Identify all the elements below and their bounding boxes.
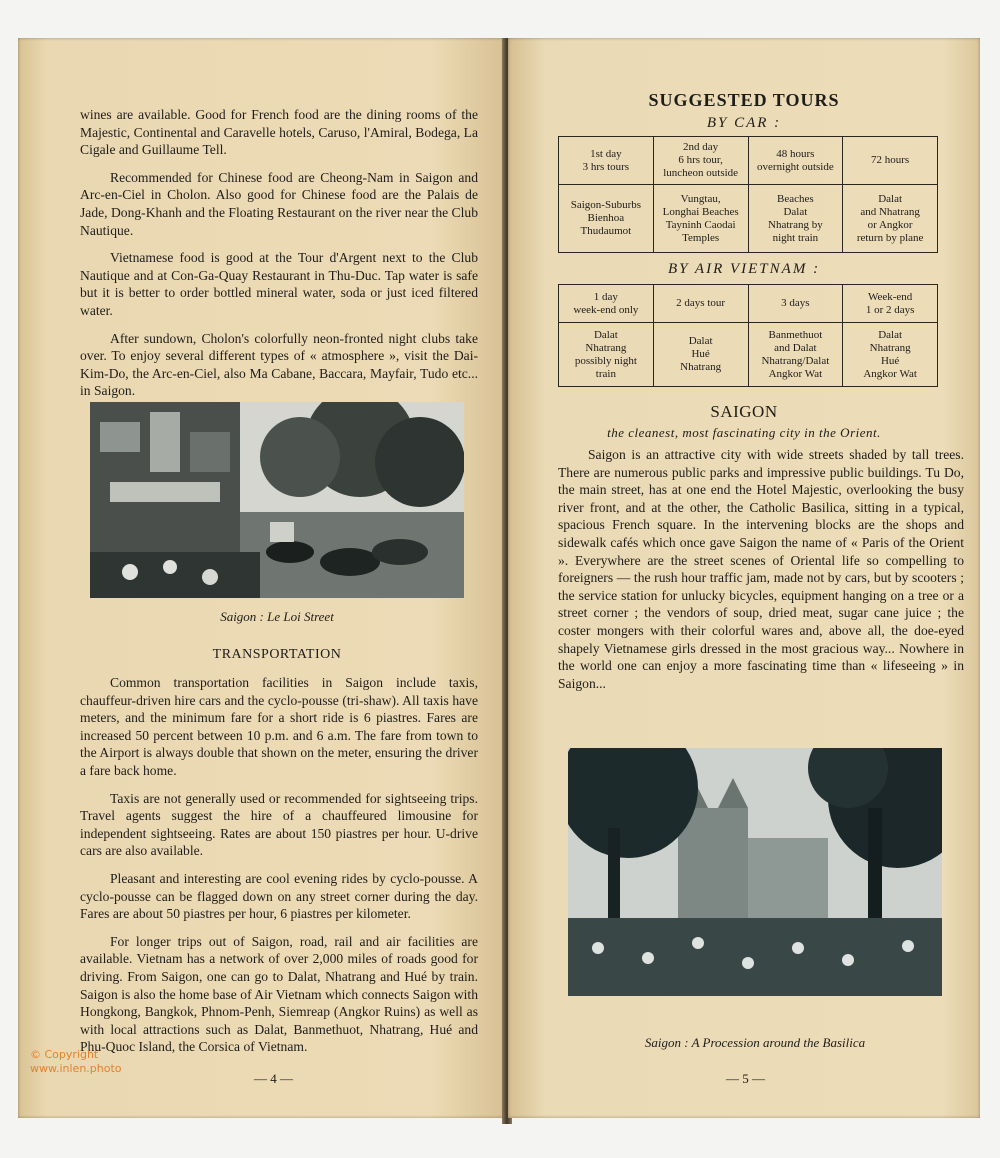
dining-text	[80, 106, 478, 410]
table-cell: Dalat Nhatrang Hué Angkor Wat	[843, 323, 938, 387]
photo-basilica-procession	[568, 748, 942, 996]
table-header-cell: 3 days	[748, 285, 843, 323]
by-car-heading: BY CAR :	[706, 115, 782, 131]
table-cell: Dalat and Nhatrang or Angkor return by plane	[843, 185, 938, 253]
table-header-cell: 1 day week-end only	[559, 285, 654, 323]
transportation-heading: TRANSPORTATION	[212, 647, 342, 662]
table-cell: Banmethuot and Dalat Nhatrang/Dalat Angkor Wat	[748, 323, 843, 387]
transportation-text	[80, 674, 478, 1066]
copyright-watermark	[30, 1048, 122, 1076]
saigon-text	[558, 446, 964, 702]
paragraph: Recommended for Chinese food are Cheong-Nam in Saigon and Arc-en-Ciel in Cholon. Also good for Chinese food are the Palais de Jade, Dong-Khanh and the Floating Restaurant on the river near the Club Nautique.	[80, 169, 478, 238]
photo-caption: Saigon : Le Loi Street	[220, 609, 334, 624]
paragraph: Taxis are not generally used or recommended for sightseeing trips. Travel agents suggest the hire of a chauffeured limousine for independent sightseeing. Rates are about 150 piastres per hour. U-drive cars are also available.	[80, 790, 478, 859]
watermark-url: www.inlen.photo	[30, 1062, 122, 1075]
paragraph: Pleasant and interesting are cool evening rides by cyclo-pousse. A cyclo-pousse can be flagged down on any street corner during the day. Fares are about 50 piastres per hour, 6 piastres per kilometer.	[80, 870, 478, 922]
table-header-cell: 1st day 3 hrs tours	[559, 137, 654, 185]
saigon-subtitle: the cleanest, most fascinating city in the Orient.	[607, 425, 881, 440]
table-cell: Vungtau, Longhai Beaches Tayninh Caodai Temples	[653, 185, 748, 253]
table-header-cell: 2 days tour	[653, 285, 748, 323]
page-number: — 5 —	[726, 1071, 765, 1086]
photo-caption: Saigon : A Procession around the Basilica	[644, 1035, 866, 1050]
table-header-cell: 48 hours overnight outside	[748, 137, 843, 185]
right-page	[508, 38, 980, 1118]
paragraph: After sundown, Cholon's colorfully neon-fronted night clubs take over. To enjoy several different types of « atmosphere », visit the Dai-Kim-Do, the Arc-en-Ciel, also Ma Cabane, Baccara, Mayfair, Tudo etc... in Saigon.	[80, 330, 478, 399]
air-tour-table	[558, 284, 938, 387]
car-tour-table	[558, 136, 938, 253]
table-header-cell: Week-end 1 or 2 days	[843, 285, 938, 323]
left-page	[18, 38, 504, 1118]
table-cell: Saigon-Suburbs Bienhoa Thudaumot	[559, 185, 654, 253]
table-cell: Dalat Nhatrang possibly night train	[559, 323, 654, 387]
table-cell: Dalat Hué Nhatrang	[653, 323, 748, 387]
paragraph: Saigon is an attractive city with wide streets shaded by tall trees. There are numerous public parks and impressive public buildings. Tu Do, the main street, has at one end the Hotel Majestic, overlooking the busy river front, and at the other, the Catholic Basilica, sitting in a typical, spacious French square. In the intervening blocks are the shops and sidewalk cafés which once gave Saigon the name of « Paris of the Orient ». Everywhere are the street scenes of Oriental life so compelling to foreigners — the rush hour traffic jam, made not by cars, but by scooters ; the service station for unlucky bicycles, equipment hanging on a tree or a street corner ; the vendors of soup, dried meat, sugar cane juice ; the coster mongers with their colorful wares and, above all, the doe-eyed shapely Vietnamese girls dressed in the most gracious way... Nowhere in the world one can enjoy a more fascinating time than « lifeseeing » in Saigon...	[558, 447, 964, 691]
paragraph: wines are available. Good for French food are the dining rooms of the Majestic, Continental and Caravelle hotels, Caruso, l'Amiral, Bodega, La Cigale and Guillaume Tell.	[80, 107, 478, 158]
watermark-line: © Copyright	[30, 1048, 99, 1061]
table-header-cell: 2nd day 6 hrs tour, luncheon outside	[653, 137, 748, 185]
paragraph: Common transportation facilities in Saigon include taxis, chauffeur-driven hire cars and the cyclo-pousse (tri-shaw). All taxis have meters, and the minimum fare for a short ride is 6 piastres. Fares are increased 50 percent between 10 p.m. and 6 a.m. The fare from town to the Airport is always double that shown on the meter, ensuring the driver a fare back home.	[80, 675, 478, 778]
table-cell: Beaches Dalat Nhatrang by night train	[748, 185, 843, 253]
paragraph: Vietnamese food is good at the Tour d'Argent next to the Club Nautique and at Con-Ga-Quay Restaurant in Thu-Duc. Tap water is safe but it is better to order bottled mineral water, soda or just iced filtered water.	[80, 250, 478, 318]
photo-le-loi-street	[90, 402, 464, 598]
suggested-tours-title: SUGGESTED TOURS	[648, 90, 840, 110]
booklet-spread	[18, 38, 984, 1124]
saigon-heading: SAIGON	[710, 402, 778, 421]
paragraph: For longer trips out of Saigon, road, rail and air facilities are available. Vietnam has a network of over 2,000 miles of roads good for driving. From Saigon, one can go to Dalat, Nhatrang and Hué by train. Saigon is also the home base of Air Vietnam which connects Saigon with Hongkong, Bangkok, Phnom-Penh, Siemreap (Angkor Ruins) as well as with local attractions such as Dalat, Banmethuot, Nhatrang, Hué and Phu-Quoc Island, the Corsica of Vietnam.	[80, 933, 478, 1055]
page-number: — 4 —	[254, 1071, 293, 1086]
table-header-cell: 72 hours	[843, 137, 938, 185]
by-air-heading: BY AIR VIETNAM :	[667, 261, 821, 277]
